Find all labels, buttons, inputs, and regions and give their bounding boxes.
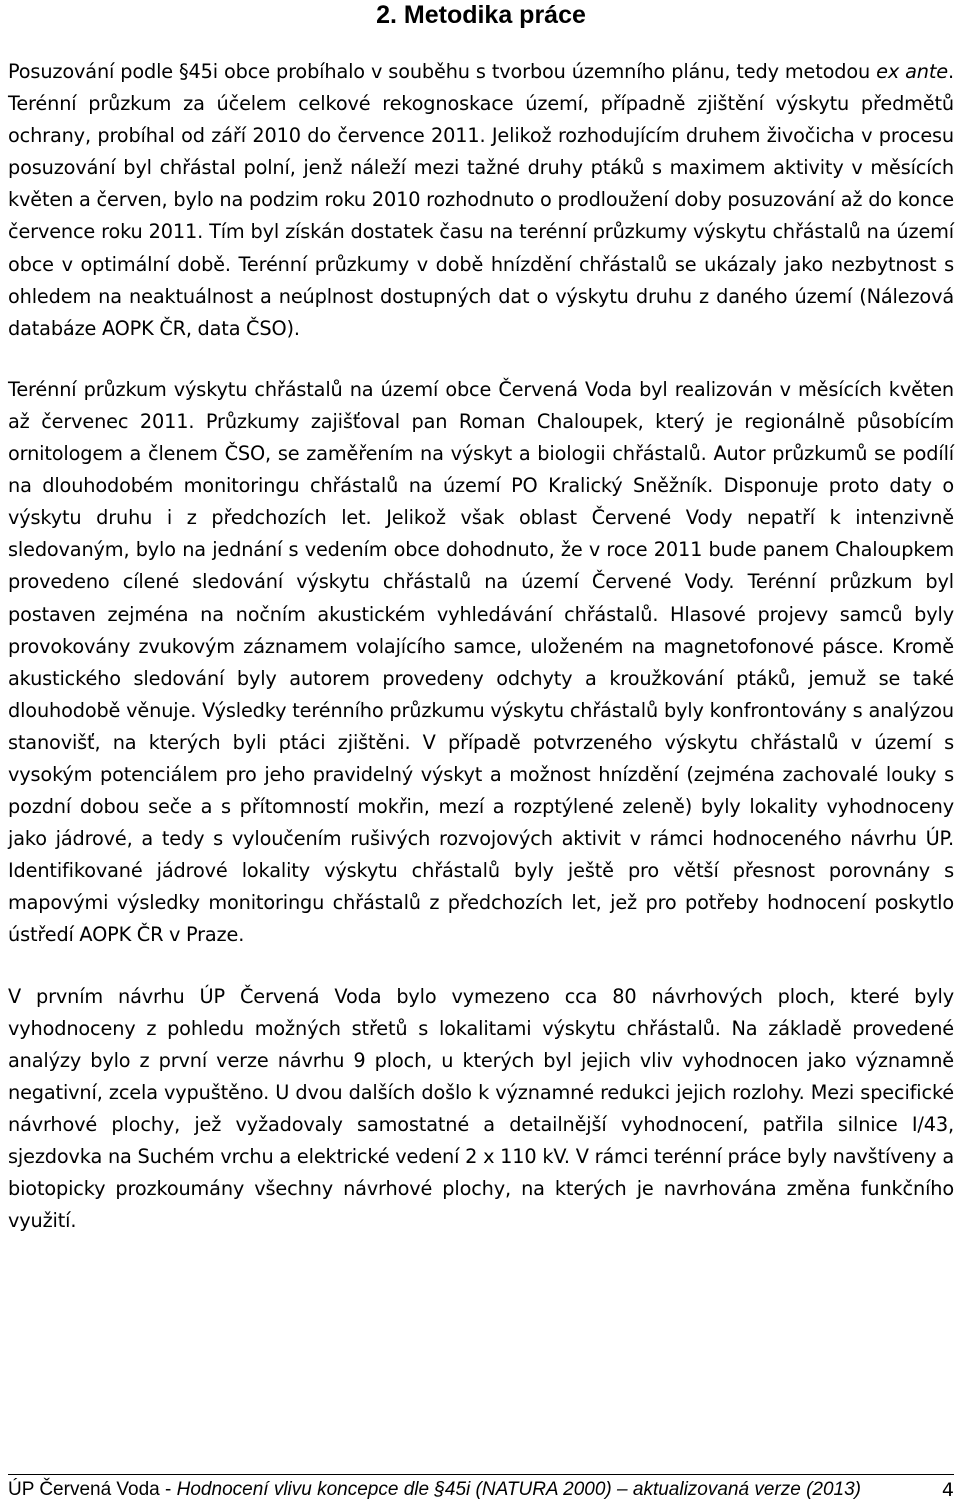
footer-italic-title: Hodnocení vlivu koncepce dle §45i (NATURA 2000) – aktualizovaná verze (2013)	[176, 1479, 862, 1500]
footer-title	[8, 1479, 861, 1501]
paragraph-text: Posuzování podle §45i obce probíhalo v souběhu s tvorbou územního plánu, tedy metodou	[8, 60, 877, 83]
paragraph-italic-term: ex ante	[876, 60, 949, 83]
paragraph-plan-areas: V prvním návrhu ÚP Červená Voda bylo vymezeno cca 80 návrhových ploch, které byly vyhodnoceny z pohledu možných střetů s lokalitami výskytu chřástalů. Na základě provedené analýzy bylo z první verze návrhu 9 ploch, u kterých byl jejich vliv vyhodnocen jako významně negativní, zcela vypuštěno. U dvou dalších došlo k významné redukci jejich rozlohy. Mezi specifické návrhové plochy, jež vyžadovaly samostatné a detailnější vyhodnocení, patřila silnice I/43, sjezdovka na Suchém vrchu a elektrické vedení 2 x 110 kV. V rámci terénní práce byly navštíveny a biotopicky prozkoumány všechny návrhové plochy, na kterých je navrhována změna funkčního využití.	[8, 984, 954, 1233]
paragraph-text: . Terénní průzkum za účelem celkové rekognoskace území, případně zjištění výskytu předmětů ochrany, probíhal od září 2010 do července 2011. Jelikož rozhodujícím druhem živočicha v procesu posuzování byl chřástal polní, jenž náleží mezi tažné druhy ptáků s maximem aktivity v měsících květen a červen, bylo na podzim roku 2010 rozhodnuto o prodloužení doby posuzování až do konce července roku 2011. Tím byl získán dostatek času na terénní průzkumy výskytu chřástalů na území obce v optimální době. Terénní průzkumy v době hnízdění chřástalů se ukázaly jako nezbytnost s ohledem na neaktuálnost a neúplnost dostupných dat o výskytu druhu z daného území (Nálezová databáze AOPK ČR, data ČSO).	[8, 60, 954, 340]
paragraph-methodology-intro	[8, 56, 954, 345]
document-page	[8, 0, 954, 1237]
page-footer	[8, 1474, 954, 1501]
paragraph-field-survey: Terénní průzkum výskytu chřástalů na území obce Červená Voda byl realizován v měsících květen až červenec 2011. Průzkumy zajišťoval pan Roman Chaloupek, který je regionálně působícím ornitologem a členem ČSO, se zaměřením na výskyt a biologii chřástalů. Autor průzkumů se podílí na dlouhodobém monitoringu chřástalů na území PO Kralický Sněžník. Disponuje proto daty o výskytu druhu i z předchozích let. Jelikož však oblast Červené Vody nepatří k intenzivně sledovaným, bylo na jednání s vedením obce dohodnuto, že v roce 2011 bude panem Chaloupkem provedeno cílené sledování výskytu chřástalů na území Červené Vody. Terénní průzkum byl postaven zejména na nočním akustickém vyhledávání chřástalů. Hlasové projevy samců byly provokovány zvukovým záznamem volajícího samce, uloženém na magnetofonové pásce. Kromě akustického sledování byly autorem provedeny odchyty a kroužkování ptáků, jemuž se také dlouhodobě věnuje. Výsledky terénního průzkumu výskytu chřástalů byly konfrontovány s analýzou stanovišť, na kterých byli ptáci zjištěni. V případě potvrzeného výskytu chřástalů v území s vysokým potenciálem pro jeho pravidelný výskyt a možnost hnízdění (zejména zachovalé louky s pozdní dobou seče a s přítomností mokřin, mezí a rozptýlené zeleně) byly lokality vyhodnoceny jako jádrové, a tedy s vyloučením rušivých rozvojových aktivit v rámci hodnoceného návrhu ÚP. Identifikované jádrové lokality výskytu chřástalů byly ještě pro větší přesnost porovnány s mapovými výsledky monitoringu chřástalů z předchozích let, jež pro potřeby hodnocení poskytlo ústředí AOPK ČR v Praze.	[8, 377, 954, 947]
section-heading: 2. Metodika práce	[376, 1, 586, 29]
page-number: 4	[941, 1479, 954, 1501]
footer-prefix: ÚP Červená Voda -	[8, 1479, 177, 1500]
